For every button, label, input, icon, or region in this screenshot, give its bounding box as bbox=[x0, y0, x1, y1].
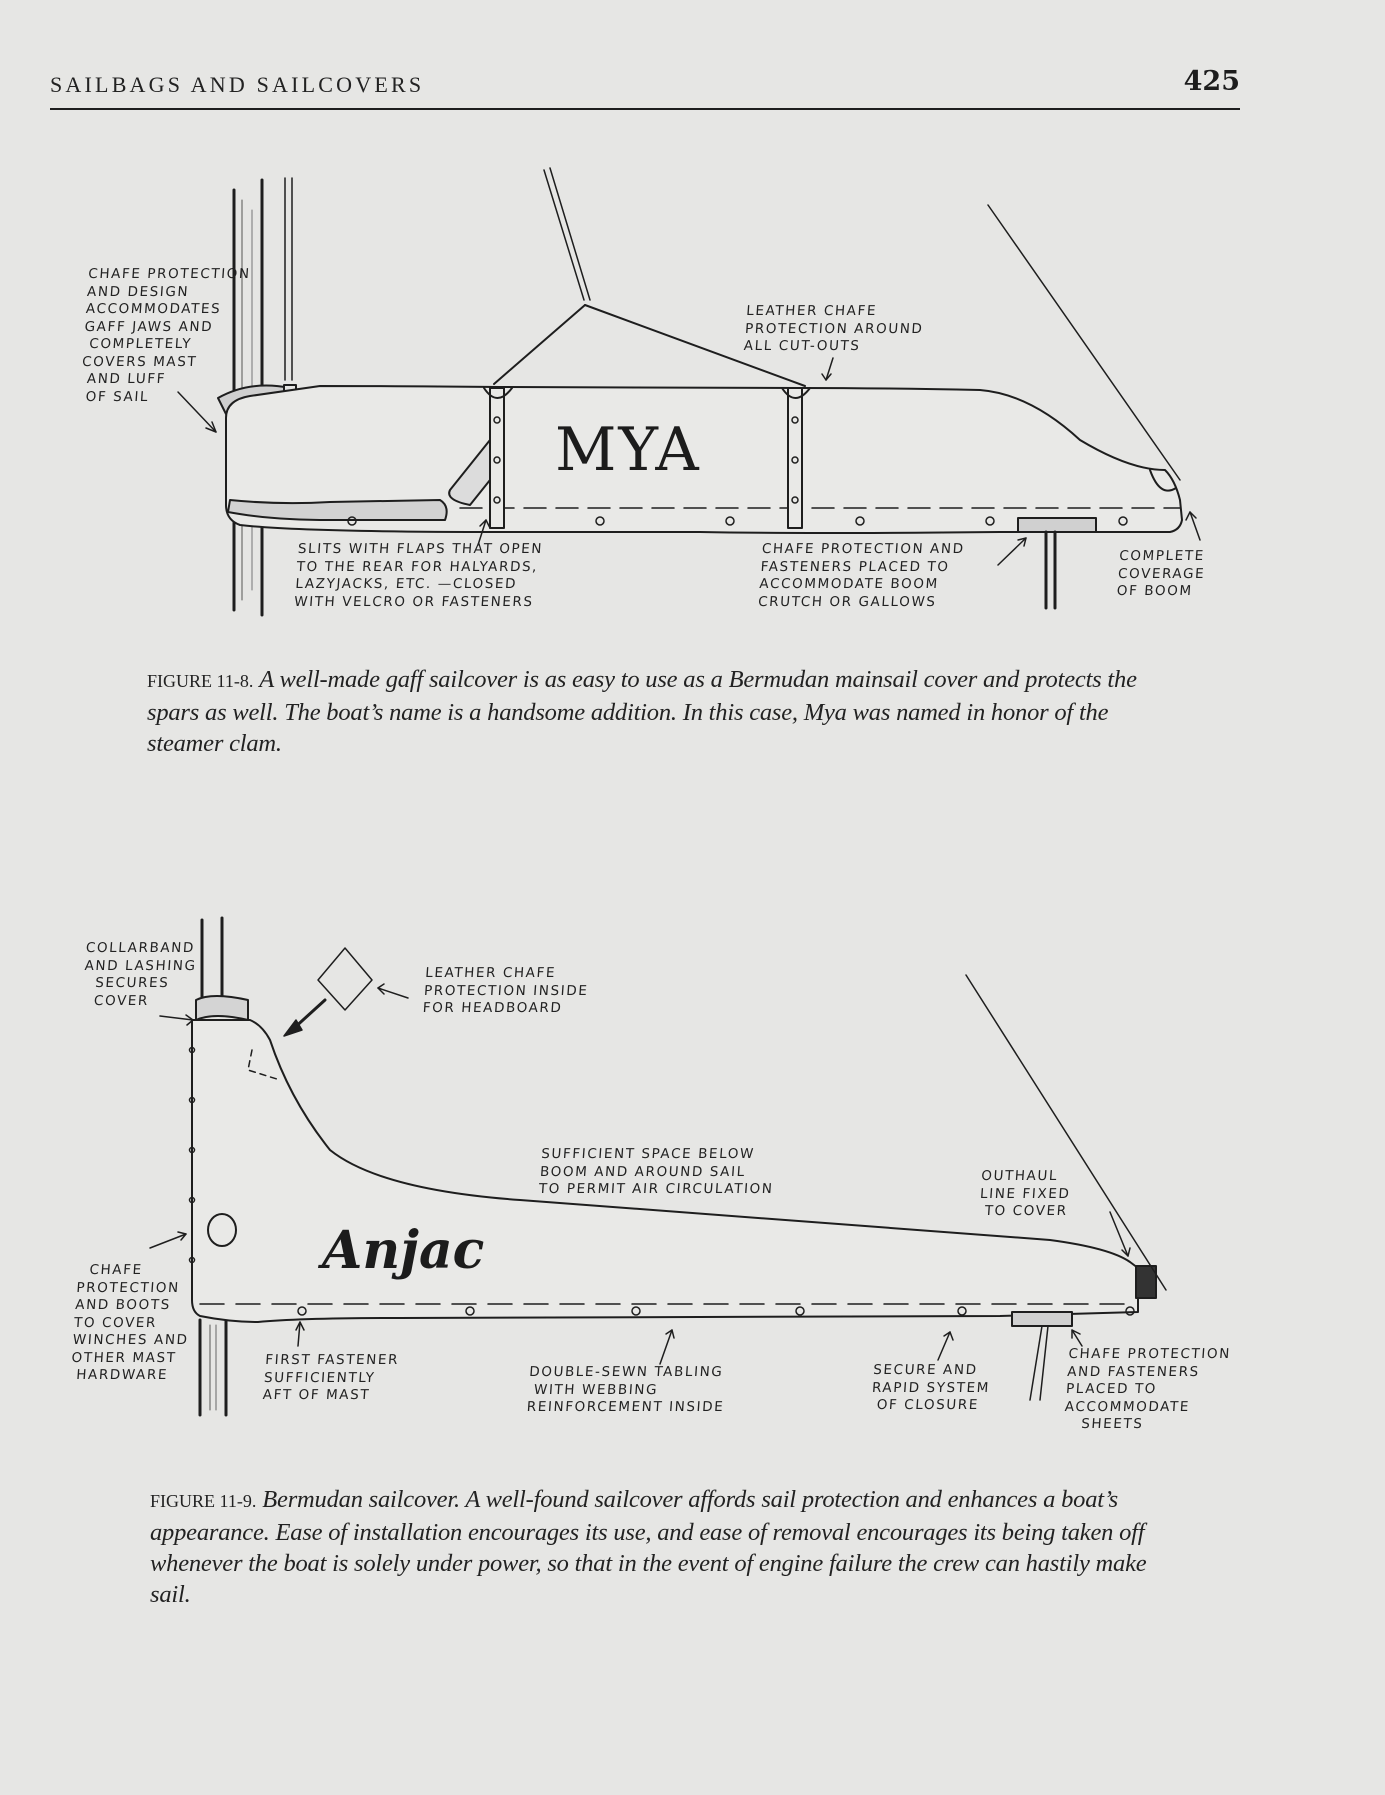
annotation-closure: SECURE AND RAPID SYSTEM OF CLOSURE bbox=[870, 1362, 991, 1413]
annotation-leather-cutouts: LEATHER CHAFE PROTECTION AROUND ALL CUT-OUTS bbox=[743, 303, 925, 354]
caption-text: A well-made gaff sailcover is as easy to use as a Bermudan mainsail cover and protects the spars as well. The boat’s name is a handsome addition. In this case, Mya was named in honor of the steamer clam. bbox=[147, 666, 1137, 757]
annotation-coverage: COMPLETE COVERAGE OF BOOM bbox=[1116, 548, 1206, 599]
annotation-tabling: DOUBLE-SEWN TABLING WITH WEBBING REINFORCEMENT INSIDE bbox=[526, 1364, 725, 1415]
annotation-collarband: COLLARBAND AND LASHING SECURES COVER bbox=[81, 940, 198, 1009]
page-number: 425 bbox=[1183, 66, 1240, 97]
boat-name-anjac: Anjac bbox=[322, 1220, 485, 1281]
chapter-title: SAILBAGS AND SAILCOVERS bbox=[50, 72, 425, 97]
annotation-air-space: SUFFICIENT SPACE BELOW BOOM AND AROUND SAIL TO PERMIT AIR CIRCULATION bbox=[538, 1146, 775, 1197]
annotation-mast-chafe: CHAFE PROTECTION AND DESIGN ACCOMMODATES GAFF JAWS AND COMPLETELY COVERS MAST AND LUFF OF SAIL bbox=[79, 266, 252, 405]
figure-caption-11-9 bbox=[150, 1484, 1185, 1610]
annotation-winches: CHAFE PROTECTION AND BOOTS TO COVER WINCHES AND OTHER MAST HARDWARE bbox=[69, 1262, 190, 1383]
annotation-crutch: CHAFE PROTECTION AND FASTENERS PLACED TO ACCOMMODATE BOOM CRUTCH OR GALLOWS bbox=[757, 541, 966, 610]
annotation-slits: SLITS WITH FLAPS THAT OPEN TO THE REAR FOR HALYARDS, LAZYJACKS, ETC. —CLOSED WITH VELCRO OR FASTENERS bbox=[293, 541, 544, 610]
annotation-sheets: CHAFE PROTECTION AND FASTENERS PLACED TO ACCOMMODATE SHEETS bbox=[1063, 1346, 1232, 1432]
boat-name-mya: MYA bbox=[555, 415, 701, 485]
annotation-first-fastener: FIRST FASTENER SUFFICIENTLY AFT OF MAST bbox=[262, 1352, 400, 1403]
annotation-headboard: LEATHER CHAFE PROTECTION INSIDE FOR HEADBOARD bbox=[422, 965, 589, 1016]
annotation-outhaul: OUTHAUL LINE FIXED TO COVER bbox=[978, 1168, 1071, 1219]
caption-text: Bermudan sailcover. A well-found sailcover affords sail protection and enhances a boat’s appearance. Ease of installation encourages its use, and ease of removal encourages its being taken off whenever the boat is solely under power, so that in the event of engine failure the crew can hastily make sail. bbox=[150, 1486, 1147, 1608]
caption-label: FIGURE 11-8. bbox=[147, 671, 254, 691]
caption-label: FIGURE 11-9. bbox=[150, 1491, 257, 1511]
